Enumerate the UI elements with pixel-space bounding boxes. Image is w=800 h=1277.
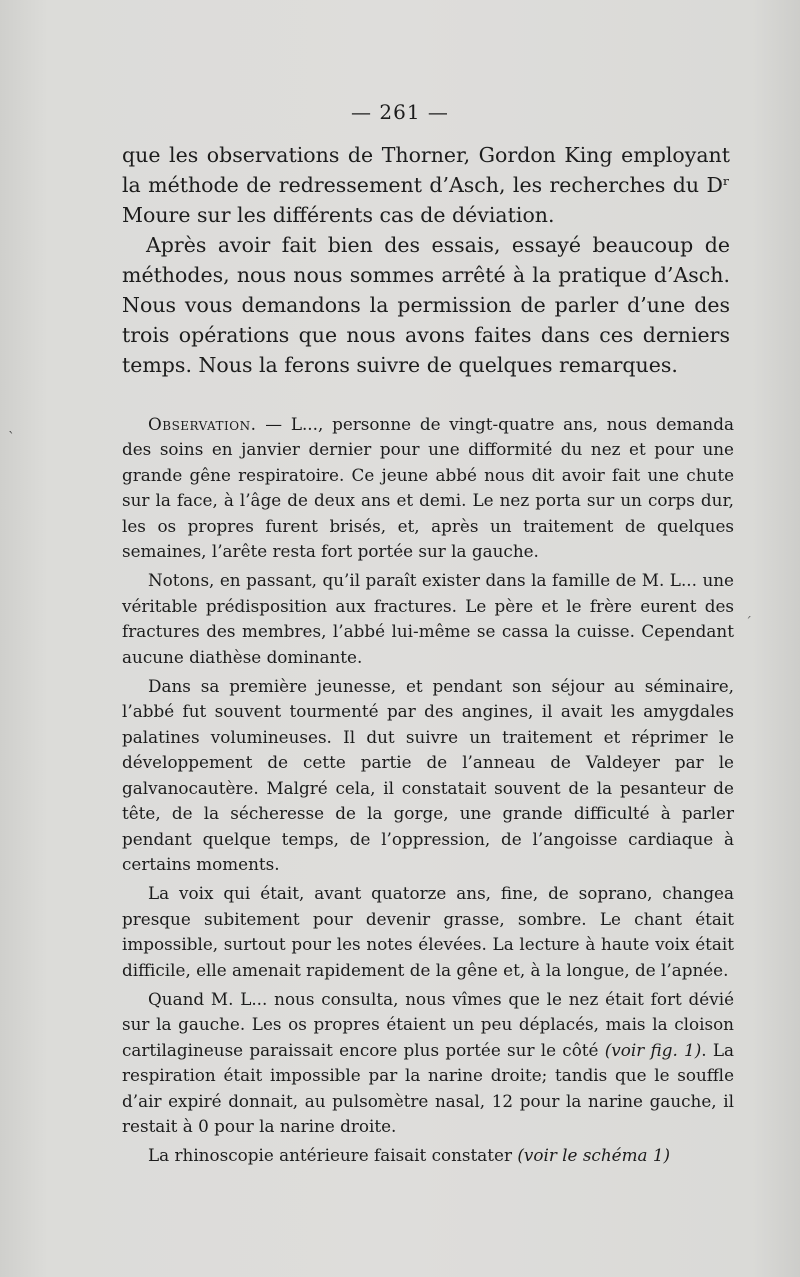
observation-section [122,412,734,1173]
observation-text: . La respiration était impossible par la narine droite; tandis que le souffle d’air expiré donnait, au pulsomètre nasal, 12 pour la narine gauche, il restait à 0 pour la narine droite. [122,1039,735,1136]
observation-paragraph: La voix qui était, avant quatorze ans, fine, de soprano, changea presque subitement pour devenir grasse, sombre. Le chant était impossible, surtout pour les notes élevées. La lecture à haute voix était difficile, elle amenait rapidement de la gêne et, à la longue, de l’apnée. [122,883,734,980]
observation-heading: Observation. [148,414,257,434]
observation-paragraph [122,1143,734,1168]
observation-paragraph: Notons, en passant, qu’il paraît exister dans la famille de M. L... une véritable prédisposition aux fractures. Le père et le frère eurent des fractures des membres, l’abbé lui-même se cassa la cuisse. Cependant aucune diathèse dominante. [122,570,734,667]
margin-mark: ˊ [745,615,752,631]
observation-paragraph: Dans sa première jeunesse, et pendant son séjour au séminaire, l’abbé fut souvent tourmenté par des angines, il avait les amygdales palatines volumineuses. Il dut suivre un traitement et réprimer le développement de cette partie de l’anneau de Valdeyer par le galvanocautère. Malgré cela, il constatait souvent de la pesanteur de tête, de la sécheresse de la gorge, une grande difficulté à parler pendant quelque temps, de l’oppression, de l’angoisse cardiaque à certains moments. [122,676,734,874]
observation-text: — L..., personne de vingt-quatre ans, nous demanda des soins en janvier dernier pour une difformité du nez et pour une grande gêne respiratoire. Ce jeune abbé nous dit avoir fait une chute sur la face, à l’âge de deux ans et demi. Le nez porta sur un corps dur, les os propres furent brisés, et, après un traitement de quelques semaines, l’arête resta fort portée sur la gauche. [122,414,734,562]
margin-mark: ˋ [8,430,15,446]
observation-text: Quand M. L... nous consulta, nous vîmes que le nez était fort dévié sur la gauche. Les os propres étaient un peu déplacés, mais la cloison cartilagineuse paraissait encore plus portée sur le côté [122,988,734,1060]
observation-paragraph [122,412,734,564]
figure-reference: (voir fig. 1) [604,1039,702,1060]
observation-text: La rhinoscopie antérieure faisait constater [148,1145,518,1166]
schema-reference: (voir le schéma 1) [517,1145,671,1166]
observation-paragraph [122,987,734,1139]
page-number: — 261 — [351,100,449,124]
intro-paragraph: Après avoir fait bien des essais, essayé beaucoup de méthodes, nous nous sommes arrêté à la pratique d’Asch. Nous vous demandons la permission de parler d’une des trois opérations que nous avons faites dans ces derniers temps. Nous la ferons suivre de quelques remarques. [122,233,730,377]
intro-paragraph: que les observations de Thorner, Gordon King employant la méthode de redressement d’Asch, les recherches du Dʳ Moure sur les différents cas de déviation. [122,143,730,227]
intro-text [122,140,730,380]
